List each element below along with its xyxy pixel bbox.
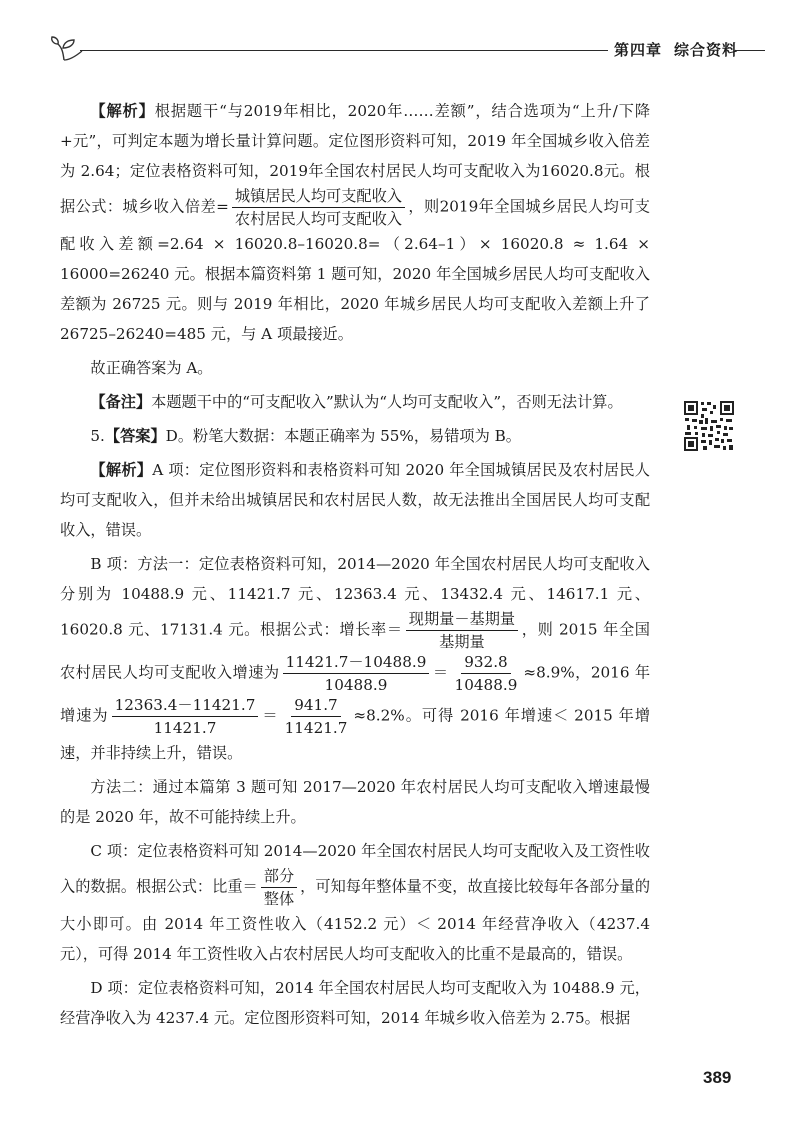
- fraction-denominator: 整体: [263, 890, 295, 908]
- p1-text-b: ，则2019年全国城乡居民人均可支配收入差额=2.64 × 16020.8–16020.8=（2.64–1）× 16020.8 ≈ 1.64 × 16000=26240 元。根据本篇资料第 1 题可知，2020 年全国城乡居民人均可支配收入差额为 26725 元。则与 2019 年相比，2020 年城乡居民人均可支配收入差额上升了 26725–26240=485 元，与 A 项最接近。: [60, 197, 650, 343]
- question-number: 5.: [90, 427, 105, 445]
- growth-2015-simplified: [452, 652, 521, 695]
- p6-text-a: B 项：方法一：定位表格资料可知，2014—2020 年全国农村居民人均可支配收入分别为 10488.9 元、11421.7 元、12363.4 元、13432.4 元、14617.1 元、16020.8 元、17131.4 元。根据公式：增长率＝: [60, 555, 650, 639]
- answer-conclusion: 故正确答案为 A。: [90, 359, 213, 377]
- growth-2015-fraction: [283, 652, 430, 695]
- fraction-numerator: 941.7: [291, 695, 340, 717]
- fraction-denominator: 10488.9: [454, 676, 518, 694]
- page-number: 389: [703, 1068, 732, 1087]
- fraction-denominator: 10488.9: [324, 676, 388, 694]
- equals-sign: ＝: [261, 706, 279, 725]
- option-d-paragraph: D 项：定位表格资料可知，2014 年全国农村居民人均可支配收入为 10488.9 元，经营净收入为 4237.4 元。定位图形资料可知，2014 年城乡收入倍差为 2.75。根据: [60, 979, 650, 1027]
- analysis-paragraph-a: [60, 455, 650, 545]
- fraction-denominator: 11421.7: [153, 719, 217, 737]
- qr-code-icon[interactable]: [683, 400, 735, 452]
- fraction-numerator: 城镇居民人均可支配收入: [232, 186, 405, 208]
- header-rule-right: [736, 50, 765, 51]
- fraction-denominator: 11421.7: [284, 719, 348, 737]
- p6-text-b: ，则 2015 年全国农村居民人均可支配收入增速为: [60, 620, 650, 682]
- option-c-paragraph: [60, 836, 650, 969]
- page-body: [60, 96, 650, 1033]
- growth-rate-formula: [406, 609, 518, 652]
- p6-text-c: ≈8.9%，2016 年增速为: [60, 663, 651, 725]
- fraction-numerator: 932.8: [461, 652, 510, 674]
- header-rule-left: [80, 50, 608, 51]
- remark-paragraph: [60, 387, 650, 417]
- share-formula-fraction: [261, 866, 297, 909]
- ratio-formula-fraction: [232, 186, 405, 229]
- option-b-method-2: 方法二：通过本篇第 3 题可知 2017—2020 年农村居民人均可支配收入增速最慢的是 2020 年，故不可能持续上升。: [60, 778, 650, 826]
- answer-paragraph-5: [60, 421, 650, 451]
- analysis-tag: 【解析】: [90, 461, 153, 479]
- fraction-numerator: 12363.4－11421.7: [112, 695, 259, 717]
- fraction-numerator: 部分: [261, 866, 297, 888]
- option-b-method-1: [60, 549, 650, 768]
- fraction-denominator: 农村居民人均可支配收入: [234, 210, 402, 228]
- remark-text: 本题题干中的“可支配收入”默认为“人均可支配收入”，否则无法计算。: [151, 393, 623, 411]
- growth-2016-simplified: [282, 695, 351, 738]
- analysis-tag: 【解析】: [90, 102, 155, 120]
- fraction-denominator: 基期量: [439, 633, 485, 651]
- answer-tag: 【答案】: [104, 427, 166, 445]
- option-a-text: A 项：定位图形资料和表格资料可知 2020 年全国城镇居民及农村居民人均可支配收入，但并未给出城镇居民和农村居民人数，故无法推出全国居民人均可支配收入，错误。: [60, 461, 650, 539]
- chapter-heading: [614, 39, 738, 60]
- answer-text: D。粉笔大数据：本题正确率为 55%，易错项为 B。: [165, 427, 521, 445]
- fraction-numerator: 11421.7－10488.9: [283, 652, 430, 674]
- chapter-title: 综合资料: [674, 41, 739, 59]
- p8-text-b: ，可知每年整体量不变，故直接比较每年各部分量的大小即可。由 2014 年工资性收入（4152.2 元）＜ 2014 年经营净收入（4237.4 元），可得 2014 年工资性收入占农村居民人均可支配收入的比重不是最高的，错误。: [60, 877, 651, 963]
- sprout-icon: [50, 34, 84, 64]
- analysis-paragraph-1: [60, 96, 650, 349]
- equals-sign: ＝: [432, 663, 449, 682]
- growth-2016-fraction: [112, 695, 259, 738]
- page-header: [50, 34, 765, 64]
- p8-text-a: C 项：定位表格资料可知 2014—2020 年全国农村居民人均可支配收入及工资性收入的数据。根据公式：比重＝: [60, 842, 650, 896]
- p6-text-d: ≈8.2%。可得 2016 年增速＜ 2015 年增速，并非持续上升，错误。: [60, 706, 651, 762]
- chapter-number: 第四章: [614, 41, 663, 59]
- fraction-numerator: 现期量－基期量: [406, 609, 518, 631]
- remark-tag: 【备注】: [90, 393, 152, 411]
- p1-text-a: 根据题干“与2019年相比，2020年……差额”，结合选项为“上升/下降+元”，可判定本题为增长量计算问题。定位图形资料可知，2019 年全国城乡收入倍差为 2.64；定位表格资料可知，2019年全国农村居民人均可支配收入为16020.8元。根据公式：城乡收入倍差=: [60, 102, 651, 216]
